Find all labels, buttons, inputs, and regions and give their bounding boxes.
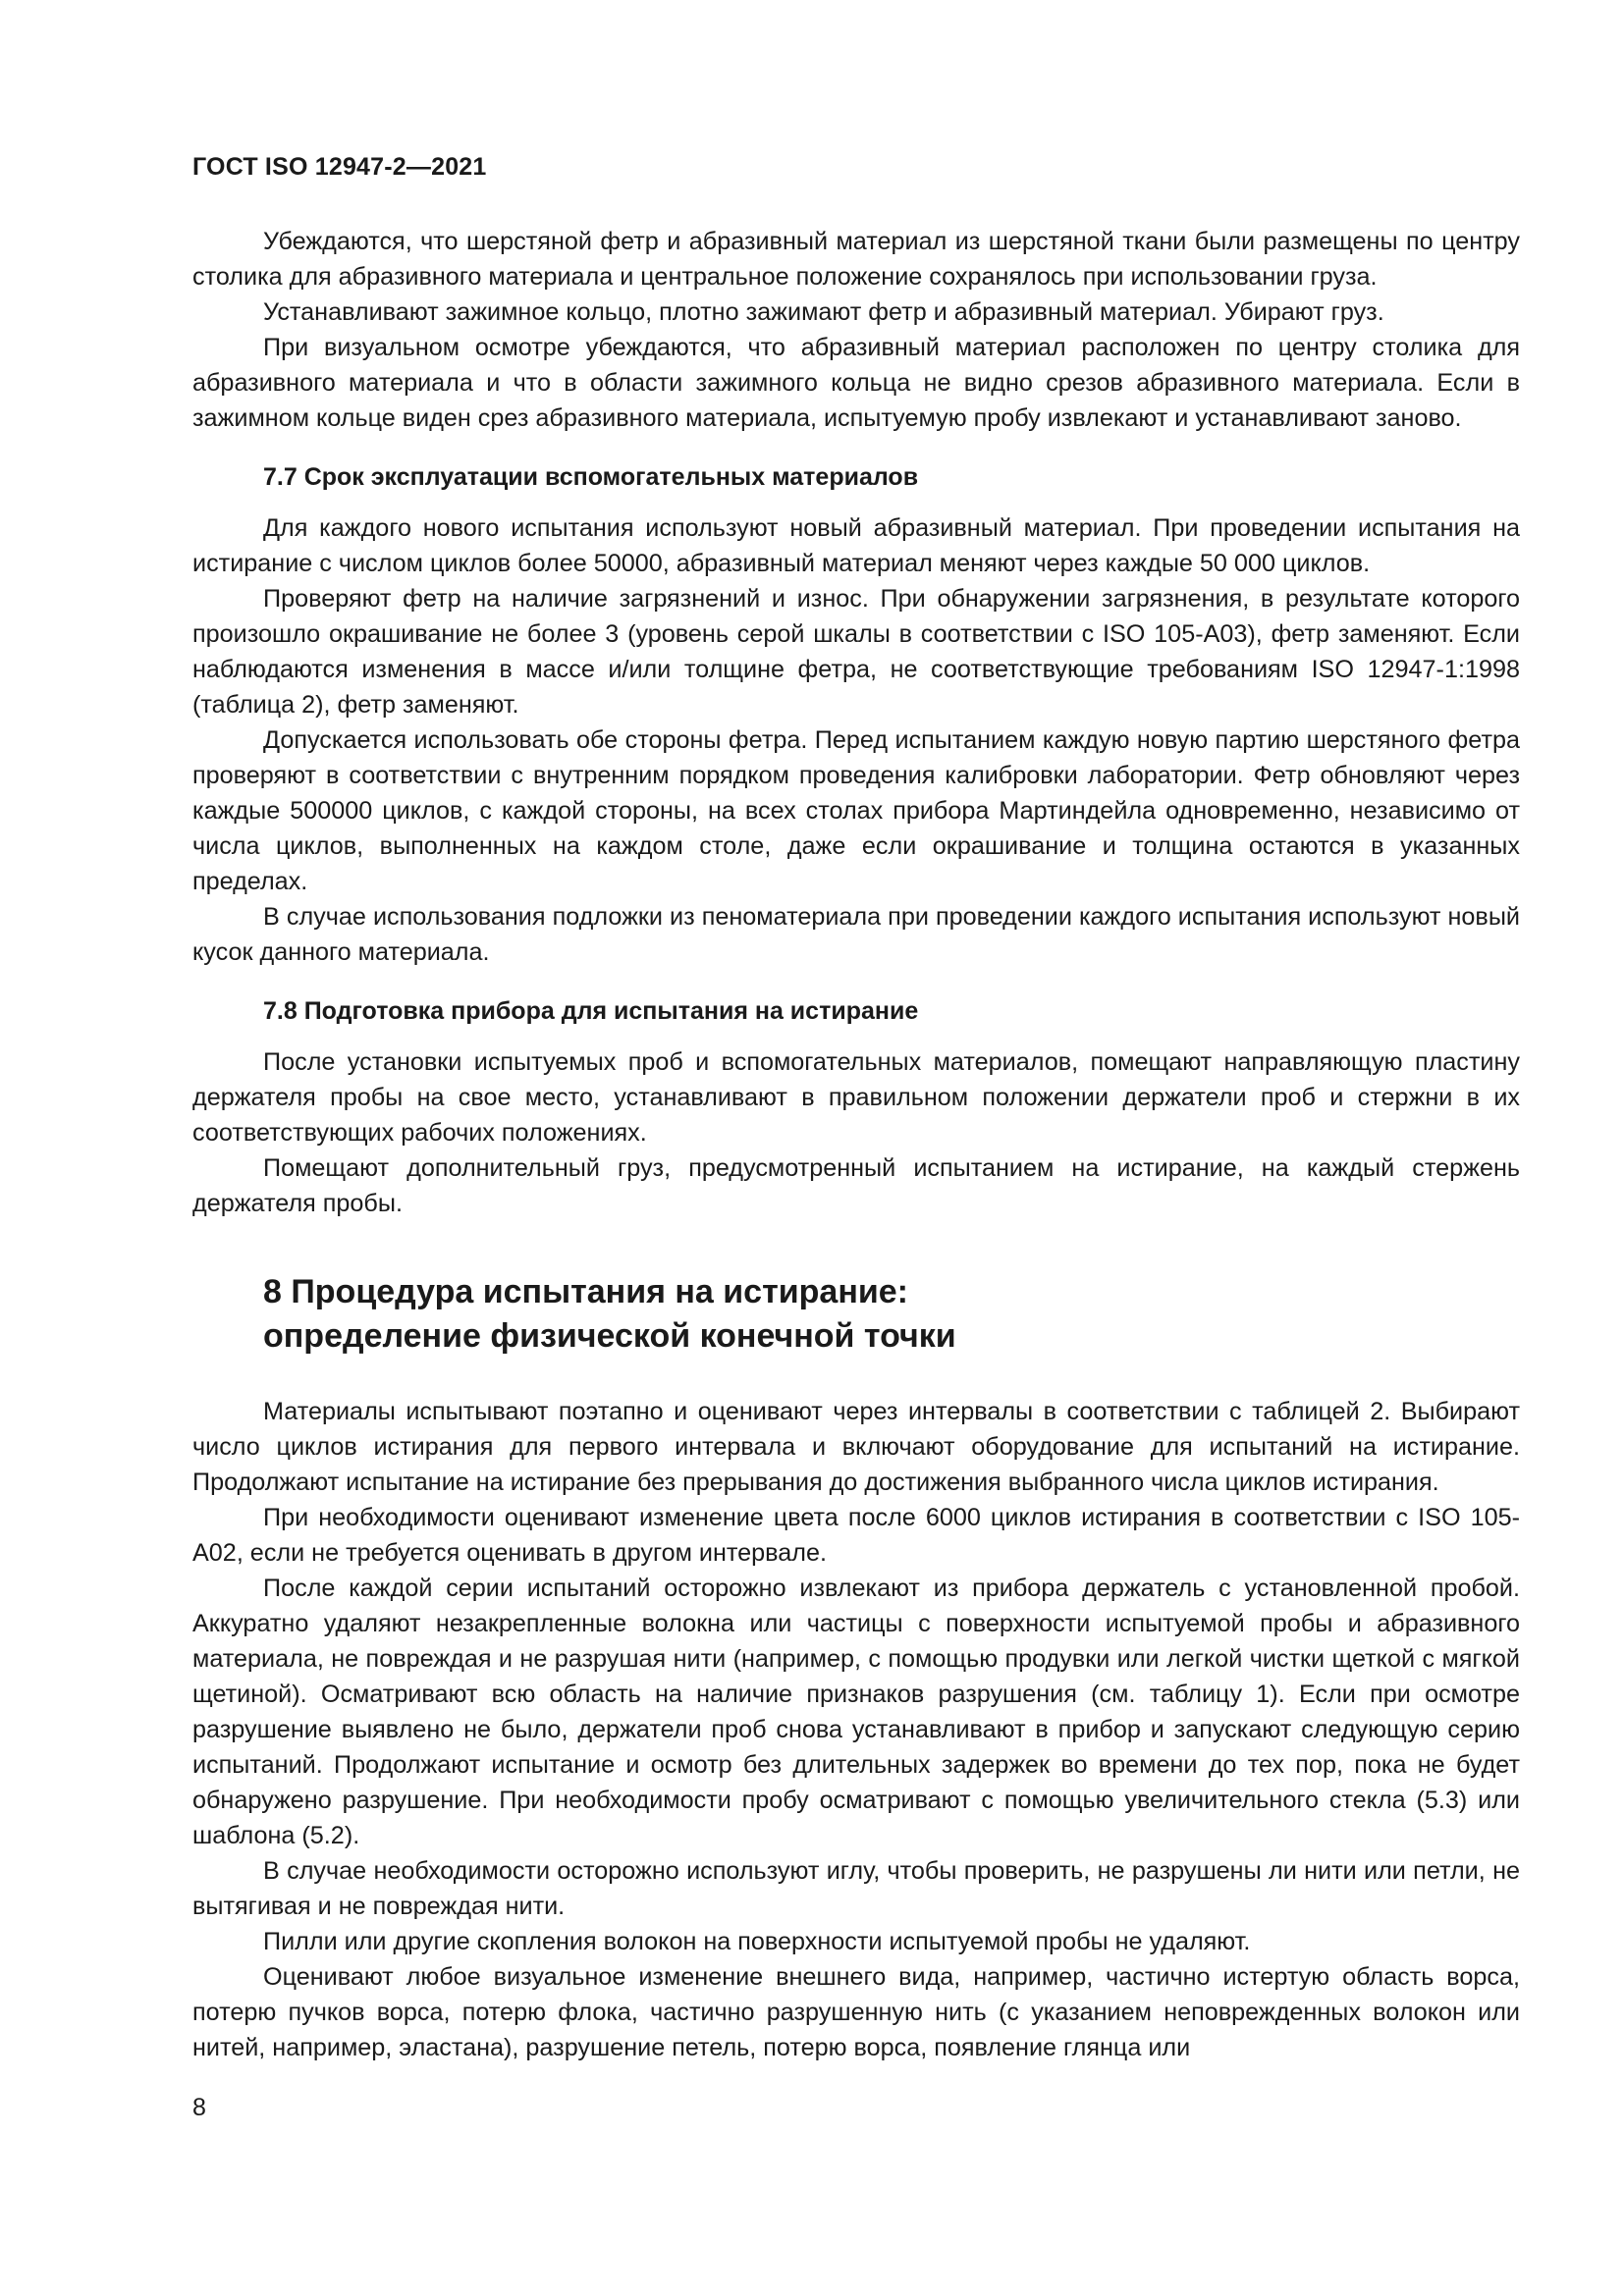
document-code: ГОСТ ISO 12947-2—2021 [192, 153, 487, 181]
paragraph: В случае необходимости осторожно используют иглу, чтобы проверить, не разрушены ли нити или петли, не вытягивая и не повреждая нити. [192, 1857, 1520, 1920]
section-heading-7-8: 7.8 Подготовка прибора для испытания на истирание [263, 997, 919, 1025]
paragraph: После каждой серии испытаний осторожно извлекают из прибора держатель с установленной пробой. Аккуратно удаляют незакрепленные волокна или частицы с поверхности испытуемой пробы и абразивного материала, не повреждая и не разрушая нити (например, с помощью продувки или легкой чистки щеткой с мягкой щетиной). Осматривают всю область на наличие признаков разрушения (см. таблицу 1). Если при осмотре разрушение выявлено не было, держатели проб снова устанавливают в прибор и запускают следующую серию испытаний. Продолжают испытание и осмотр без длительных задержек во времени до тех пор, пока не будет обнаружено разрушение. При необходимости пробу осматривают с помощью увеличительного стекла (5.3) или шаблона (5.2). [192, 1575, 1520, 1849]
paragraph: При визуальном осмотре убеждаются, что абразивный материал расположен по центру столика для абразивного материала и что в области зажимного кольца не видно срезов абразивного материала. Если в зажимном кольце виден срез абразивного материала, испытуемую пробу извлекают и устанавливают заново. [192, 334, 1520, 432]
paragraph: Для каждого нового испытания используют новый абразивный материал. При проведении испытания на истирание с числом циклов более 50000, абразивный материал меняют через каждые 50 000 циклов. [192, 514, 1520, 577]
paragraph: Устанавливают зажимное кольцо, плотно зажимают фетр и абразивный материал. Убирают груз. [263, 298, 1384, 326]
section-heading-8-line1: 8 Процедура испытания на истирание: [263, 1273, 908, 1310]
paragraph: После установки испытуемых проб и вспомогательных материалов, помещают направляющую пластину держателя пробы на свое место, устанавливают в правильном положении держатели проб и стержни в их соответствующих рабочих положениях. [192, 1048, 1520, 1147]
section-heading-7-7: 7.7 Срок эксплуатации вспомогательных материалов [263, 463, 919, 491]
section-heading-8 [263, 1270, 1520, 1359]
paragraph: Проверяют фетр на наличие загрязнений и износ. При обнаружении загрязнения, в результате которого произошло окрашивание не более 3 (уровень серой шкалы в соответствии с ISO 105-A03), фетр заменяют. Если наблюдаются изменения в массе и/или толщине фетра, не соответствующие требованиям ISO 12947-1:1998 (таблица 2), фетр заменяют. [192, 585, 1520, 719]
page-content [192, 224, 1520, 2065]
paragraph: Допускается использовать обе стороны фетра. Перед испытанием каждую новую партию шерстяного фетра проверяют в соответствии с внутренним порядком проведения калибровки лаборатории. Фетр обновляют через каждые 500000 циклов, с каждой стороны, на всех столах прибора Мартиндейла одновременно, независимо от числа циклов, выполненных на каждом столе, даже если окрашивание и толщина остаются в указанных пределах. [192, 726, 1520, 895]
section-heading-8-line2: определение физической конечной точки [263, 1317, 956, 1355]
paragraph: При необходимости оценивают изменение цвета после 6000 циклов истирания в соответствии с ISO 105-A02, если не требуется оценивать в другом интервале. [192, 1504, 1520, 1567]
paragraph: Помещают дополнительный груз, предусмотренный испытанием на истирание, на каждый стержень держателя пробы. [192, 1154, 1520, 1217]
paragraph: Убеждаются, что шерстяной фетр и абразивный материал из шерстяной ткани были размещены по центру столика для абразивного материала и центральное положение сохранялось при использовании груза. [192, 228, 1520, 291]
page-number: 8 [192, 2094, 206, 2121]
paragraph: Материалы испытывают поэтапно и оценивают через интервалы в соответствии с таблицей 2. Выбирают число циклов истирания для первого интервала и включают оборудование для испытаний на истирание. Продолжают испытание на истирание без прерывания до достижения выбранного числа циклов истирания. [192, 1398, 1520, 1496]
paragraph: В случае использования подложки из пеноматериала при проведении каждого испытания используют новый кусок данного материала. [192, 903, 1520, 966]
paragraph: Оценивают любое визуальное изменение внешнего вида, например, частично истертую область ворса, потерю пучков ворса, потерю флока, частично разрушенную нить (с указанием неповрежденных волокон или нитей, например, эластана), разрушение петель, потерю ворса, появление глянца или [192, 1963, 1520, 2061]
paragraph: Пилли или другие скопления волокон на поверхности испытуемой пробы не удаляют. [263, 1928, 1251, 1955]
